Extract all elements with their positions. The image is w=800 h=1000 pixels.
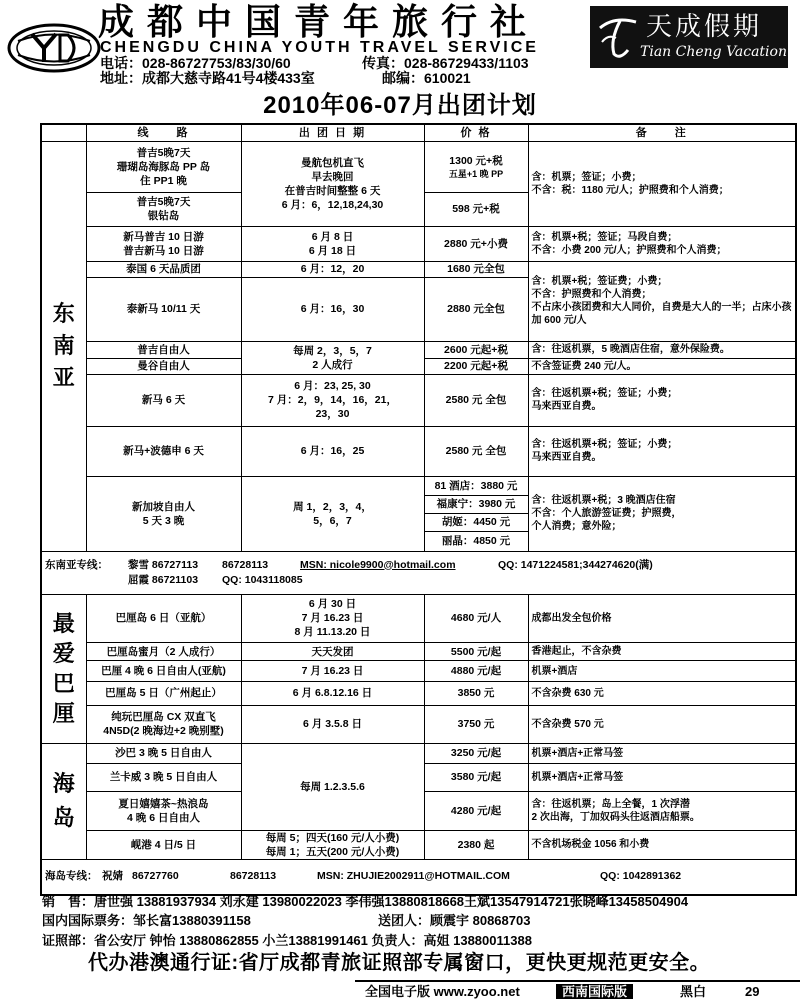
island-route-0: 沙巴 3 晚 5 日自由人: [86, 743, 241, 763]
table-row: [41, 643, 796, 661]
sea-price-1: 598 元+税: [424, 192, 528, 226]
company-postcode: 邮编：610021: [382, 70, 471, 86]
table-header-row: [41, 124, 796, 141]
sea-price-2: 2880 元+小费: [424, 226, 528, 261]
section-label: 最爱巴厘: [52, 610, 75, 726]
price-main: 1300 元+税: [449, 154, 503, 167]
license-department: 证照部：省公安厅 钟怡 13880862855 小兰13881991461 负责人：高姐 13880011388: [42, 933, 532, 948]
sea-price-9-orchid: 胡姬：4450 元: [424, 513, 528, 531]
sea-note-8: 含：往返机票+税；签证；小费； 马来西亚自费。: [528, 426, 796, 476]
sea-route-5: 普吉自由人: [86, 341, 241, 358]
price-sub: 五星+1 晚 PP: [448, 168, 504, 179]
island-price-0: 3250 元/起: [424, 743, 528, 763]
sea-route-3: 泰国 6 天品质团: [86, 261, 241, 277]
bali-route-4: 纯玩巴厘岛 CX 双直飞 4N5D(2 晚海边+2 晚别墅): [86, 705, 241, 743]
table-row: [41, 705, 796, 743]
table-row: [41, 261, 796, 277]
sea-price-9-regent: 丽晶：4850 元: [424, 531, 528, 551]
island-note-2: 含：往返机票；岛上全餐，1 次浮潜 2 次出海，丁加奴码头往返酒店船票。: [528, 791, 796, 830]
sea-note-3: 含：机票+税；签证费；小费； 不含：护照费和个人消费； 不占床小孩团费和大人同价，自费是大人的一半；占床小孩加 600 元/人: [528, 261, 796, 341]
island-route-3: 岘港 4 日/5 日: [86, 830, 241, 859]
section-islands: [41, 743, 86, 859]
table-row: [41, 661, 796, 682]
sea-price-8: 2580 元 全包: [424, 426, 528, 476]
section-badge: 西南国际版: [556, 984, 633, 999]
island-route-1: 兰卡威 3 晚 5 日自由人: [86, 763, 241, 791]
contact-phone-2: 86728113: [222, 558, 269, 571]
bali-date-0: 6 月 30 日 7 月 16.23 日 8 月 11.13.20 日: [241, 594, 424, 643]
sea-route-6: 曼谷自由人: [86, 358, 241, 374]
table-row: [41, 743, 796, 763]
tian-cheng-vacation-badge: [590, 6, 788, 68]
bali-date-2: 7 月 16.23 日: [241, 661, 424, 682]
sea-date-0: 曼航包机直飞 早去晚回 在普吉时间整整 6 天 6 月：6，12,18,24,30: [241, 141, 424, 226]
company-address: 地址：成都大慈寺路41号4楼433室: [100, 70, 315, 86]
bali-date-4: 6 月 3.5.8 日: [241, 705, 424, 743]
table-row: [41, 476, 796, 495]
table-row: [41, 141, 796, 192]
page-number: 29: [745, 984, 760, 999]
bali-note-0: 成都出发全包价格: [528, 594, 796, 643]
sea-price-4: 2880 元全包: [424, 277, 528, 341]
contact-qq: QQ: 1042891362: [600, 870, 682, 883]
sea-date-3: 6 月：12，20: [241, 261, 424, 277]
section-label: 海岛: [52, 771, 75, 830]
sea-route-2: 新马普吉 10 日游 普吉新马 10 日游: [86, 226, 241, 261]
bali-route-2: 巴厘 4 晚 6 日自由人(亚航): [86, 661, 241, 682]
sea-date-4: 6 月：16，30: [241, 277, 424, 341]
table-row: [41, 341, 796, 358]
header-date: 出 团 日 期: [241, 124, 424, 141]
sea-price-0: [424, 141, 528, 192]
company-phone: 电话：028-86727753/83/30/60: [100, 55, 291, 71]
bali-price-4: 3750 元: [424, 705, 528, 743]
company-fax: 传真：028-86729433/1103: [362, 55, 529, 71]
bali-price-3: 3850 元: [424, 682, 528, 706]
bali-date-3: 6 月 6.8.12.16 日: [241, 682, 424, 706]
bottom-bar-divider: [355, 980, 800, 982]
sea-note-5: 含：往返机票，5 晚酒店住宿，意外保险费。: [528, 341, 796, 358]
contact-qq: QQ: 1471224581;344274620(满): [498, 558, 653, 571]
visa-service-slogan: 代办港澳通行证:省厅成都青旅证照部专属窗口，更快更规范更安全。: [88, 952, 711, 974]
sea-note-7: 含：往返机票+税；签证；小费； 马来西亚自费。: [528, 374, 796, 426]
table-row: [41, 859, 796, 895]
header-route: 线 路: [86, 124, 241, 141]
sea-note-9: 含：往返机票+税；3 晚酒店住宿 不含：个人旅游签证费；护照费， 个人消费；意外险；: [528, 476, 796, 551]
brand-name-cn: 天成假期: [646, 12, 763, 42]
island-note-0: 机票+酒店+正常马签: [528, 743, 796, 763]
island-price-1: 3580 元/起: [424, 763, 528, 791]
sea-price-9-hotel-81: 81 酒店：3880 元: [424, 476, 528, 495]
island-price-3: 2380 起: [424, 830, 528, 859]
bali-route-1: 巴厘岛蜜月（2 人成行）: [86, 643, 241, 661]
contact-msn: MSN: ZHUJIE2002911@HOTMAIL.COM: [317, 870, 510, 883]
cyts-logo: [6, 22, 102, 79]
island-price-2: 4280 元/起: [424, 791, 528, 830]
brand-name-en: Tian Cheng Vacation: [640, 44, 787, 60]
ticketing-contact: 国内国际票务：邹长富13880391158: [42, 913, 251, 928]
bali-route-0: 巴厘岛 6 日（亚航）: [86, 594, 241, 643]
table-row: [41, 594, 796, 643]
sea-price-7: 2580 元 全包: [424, 374, 528, 426]
contact-label: 海岛专线：: [45, 870, 98, 883]
sea-price-5: 2600 元起+税: [424, 341, 528, 358]
sea-route-8: 新马+波德申 6 天: [86, 426, 241, 476]
table-row: [41, 551, 796, 594]
southeast-asia-contact: [41, 551, 796, 594]
bali-route-3: 巴厘岛 5 日（广州起止）: [86, 682, 241, 706]
company-name-cn: 成都中国青年旅行社: [98, 1, 540, 43]
sea-date-7: 6 月：23, 25, 30 7 月：2，9，14，16，21， 23，30: [241, 374, 424, 426]
sea-price-3: 1680 元全包: [424, 261, 528, 277]
sea-date-2: 6 月 8 日 6 月 18 日: [241, 226, 424, 261]
bali-note-2: 机票+酒店: [528, 661, 796, 682]
sea-route-4: 泰新马 10/11 天: [86, 277, 241, 341]
table-row: [41, 426, 796, 476]
bali-note-1: 香港起止，不含杂费: [528, 643, 796, 661]
contact-agent-2: 屈霞 86721103: [128, 573, 199, 586]
contact-phone-1: 86727760: [132, 870, 179, 883]
islands-contact: [41, 859, 796, 895]
section-bali: [41, 594, 86, 743]
sea-price-6: 2200 元起+税: [424, 358, 528, 374]
island-date-0: 每周 1.2.3.5.6: [241, 743, 424, 830]
table-row: [41, 830, 796, 859]
table-row: [41, 682, 796, 706]
bali-date-1: 天天发团: [241, 643, 424, 661]
contact-agent-1: 黎雪 86727113: [128, 558, 199, 571]
sea-date-5: 每周 2，3，5，7 2 人成行: [241, 341, 424, 374]
sales-contacts: 销 售：唐世强 13881937934 刘永建 13980022023 李伟强13880818668王斌13547914721张晓峰13458504904: [42, 894, 689, 909]
sea-note-2: 含：机票+税；签证；马段自费； 不含：小费 200 元/人；护照费和个人消费；: [528, 226, 796, 261]
island-route-2: 夏日嬉嬉茶~热浪岛 4 晚 6 日自由人: [86, 791, 241, 830]
contact-agent: 祝婧: [102, 870, 123, 883]
sea-date-9: 周 1，2，3，4， 5，6，7: [241, 476, 424, 551]
escort-contact: 送团人：顾震宇 80868703: [378, 913, 531, 928]
sea-date-8: 6 月：16，25: [241, 426, 424, 476]
contact-phone-2: 86728113: [230, 870, 277, 883]
sea-price-9-fort-canning: 福康宁：3980 元: [424, 495, 528, 513]
section-label: 东南亚: [52, 301, 75, 390]
edition-label: 全国电子版 www.zyoo.net: [365, 984, 520, 999]
header-price: 价 格: [424, 124, 528, 141]
island-note-3: 不含机场税金 1056 和小费: [528, 830, 796, 859]
header-section-cell: [41, 124, 86, 141]
header-note: 备 注: [528, 124, 796, 141]
sea-note-0: 含：机票；签证；小费； 不含：税：1180 元/人；护照费和个人消费；: [528, 141, 796, 226]
tour-plan-table: [40, 123, 797, 896]
sea-route-0: 普吉5晚7天 珊瑚岛海豚岛 PP 岛 住 PP1 晚: [86, 141, 241, 192]
contact-label: 东南亚专线：: [45, 558, 108, 571]
contact-msn: MSN: nicole9900@hotmail.com: [300, 558, 456, 571]
section-southeast-asia: [41, 141, 86, 551]
sea-route-9: 新加坡自由人 5 天 3 晚: [86, 476, 241, 551]
sea-route-1: 普吉5晚7天 银钻岛: [86, 192, 241, 226]
sea-note-6: 不含签证费 240 元/人。: [528, 358, 796, 374]
bali-price-2: 4880 元/起: [424, 661, 528, 682]
page-title: 2010年06-07月出团计划: [263, 92, 537, 119]
table-row: [41, 374, 796, 426]
contact-qq-2: QQ: 1043118085: [222, 573, 303, 586]
color-mode-label: 黑白: [680, 984, 707, 999]
bali-price-0: 4680 元/人: [424, 594, 528, 643]
sea-route-7: 新马 6 天: [86, 374, 241, 426]
brand-swirl-icon: [596, 12, 640, 67]
island-note-1: 机票+酒店+正常马签: [528, 763, 796, 791]
bali-note-4: 不含杂费 570 元: [528, 705, 796, 743]
bali-price-1: 5500 元/起: [424, 643, 528, 661]
bali-note-3: 不含杂费 630 元: [528, 682, 796, 706]
island-date-3: 每周 5；四天(160 元/人小费) 每周 1；五天(200 元/人小费): [241, 830, 424, 859]
company-name-en: CHENGDU CHINA YOUTH TRAVEL SERVICE: [100, 39, 539, 56]
table-row: [41, 226, 796, 261]
